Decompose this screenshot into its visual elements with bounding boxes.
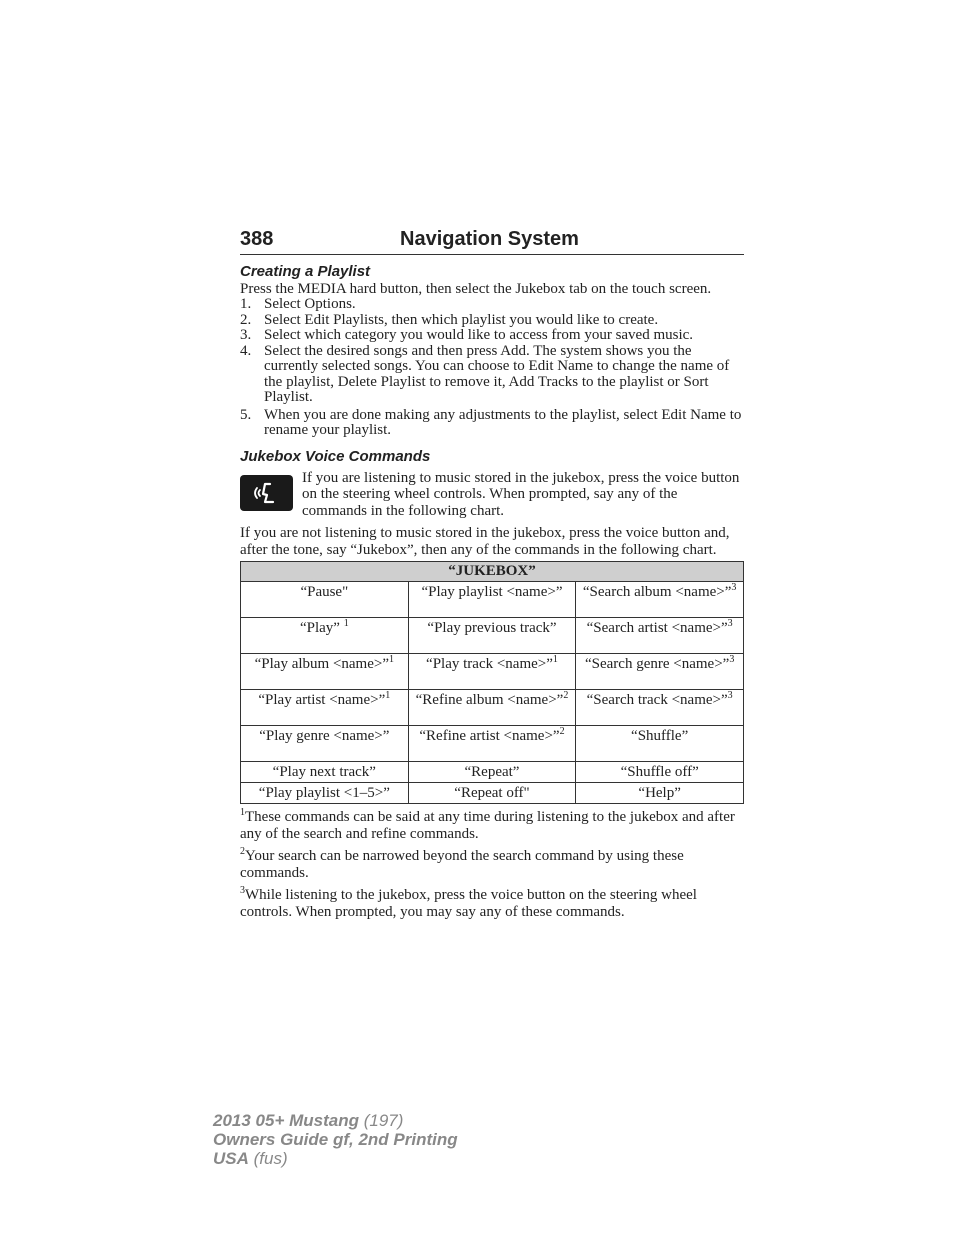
section-title-creating-playlist: Creating a Playlist (240, 263, 371, 280)
list-item: 1. Select Options. (240, 296, 356, 312)
footer-line-3: USA (fus) (213, 1149, 288, 1168)
page-content (240, 228, 744, 920)
table-cell: “Play artist <name>”$^1$ (241, 690, 409, 726)
table-cell: “Repeat off" (408, 783, 576, 804)
table-cell: “Shuffle off” (576, 762, 744, 783)
table-header: “JUKEBOX” (241, 562, 744, 582)
list-item: 2. Select Edit Playlists, then which playlist you would like to create. (240, 311, 659, 328)
table-cell: “Search album <name>”$^3$ (576, 582, 744, 618)
table-cell: “Play playlist <name>” (408, 582, 576, 618)
footer-line-1: 2013 05+ Mustang (197) (213, 1111, 404, 1130)
table-cell: “Pause" (241, 582, 409, 618)
list-item: 5. When you are done making any adjustments to the playlist, select Edit Name to rename your playlist. (240, 406, 742, 438)
page-footer (213, 1111, 458, 1168)
voice-block (240, 470, 744, 520)
table-row (241, 726, 744, 762)
section-title-jukebox-voice: Jukebox Voice Commands (240, 447, 431, 465)
table-cell: “Play track <name>”$^1$ (408, 654, 576, 690)
table-row (241, 582, 744, 618)
table-cell: “Help” (576, 783, 744, 804)
list-item: 3. Select which category you would like to access from your saved music. (240, 327, 694, 343)
list-item: 4. Select the desired songs and then press Add. The system shows you the currently selected songs. You can choose to Edit Name to change the name of the playlist, Delete Playlist to remove it, Add Tracks to the playlist or Sort Playlist. (240, 342, 730, 405)
table-cell: “Play” $^1$ (241, 618, 409, 654)
table-cell: “Play previous track” (408, 618, 576, 654)
jukebox-commands-table (240, 561, 744, 804)
jukebox-instructions: If you are not listening to music stored in the jukebox, press the voice button and, after the tone, say “Jukebox”, then any of the commands in the following chart. (240, 525, 730, 558)
footnote-3: $^3$While listening to the jukebox, press the voice button on the steering wheel controls. When prompted, you may say any of these commands. (240, 885, 697, 920)
section-intro: Press the MEDIA hard button, then select the Jukebox tab on the touch screen. (240, 281, 712, 297)
table-cell: “Refine artist <name>”$^2$ (408, 726, 576, 762)
table-cell: “Play next track” (241, 762, 409, 783)
footer-line-2: Owners Guide gf, 2nd Printing (213, 1130, 458, 1149)
page-header (240, 228, 744, 255)
table-row (241, 783, 744, 804)
table-row (241, 762, 744, 783)
table-cell: “Search genre <name>”$^3$ (576, 654, 744, 690)
table-row (241, 654, 744, 690)
page-number: 388 (240, 228, 274, 250)
voice-instructions: If you are listening to music stored in the jukebox, press the voice button on the steering wheel controls. When prompted, say any of the commands in the following chart. (302, 469, 740, 519)
table-cell: “Refine album <name>”$^2$ (408, 690, 576, 726)
table-cell: “Search artist <name>”$^3$ (576, 618, 744, 654)
table-cell: “Search track <name>”$^3$ (576, 690, 744, 726)
table-cell: “Play playlist <1–5>” (241, 783, 409, 804)
table-cell: “Play genre <name>” (241, 726, 409, 762)
steps-list (240, 297, 744, 439)
footnote-1: $^1$These commands can be said at any time during listening to the jukebox and after any of the search and refine commands. (240, 807, 735, 842)
table-row (241, 690, 744, 726)
table-cell: “Repeat” (408, 762, 576, 783)
table-cell: “Play album <name>”$^1$ (241, 654, 409, 690)
table-row (241, 618, 744, 654)
voice-button-icon (240, 475, 293, 511)
table-cell: “Shuffle” (576, 726, 744, 762)
chapter-title: Navigation System (400, 228, 579, 250)
footnote-2: $^2$Your search can be narrowed beyond the search command by using these commands. (240, 846, 684, 881)
